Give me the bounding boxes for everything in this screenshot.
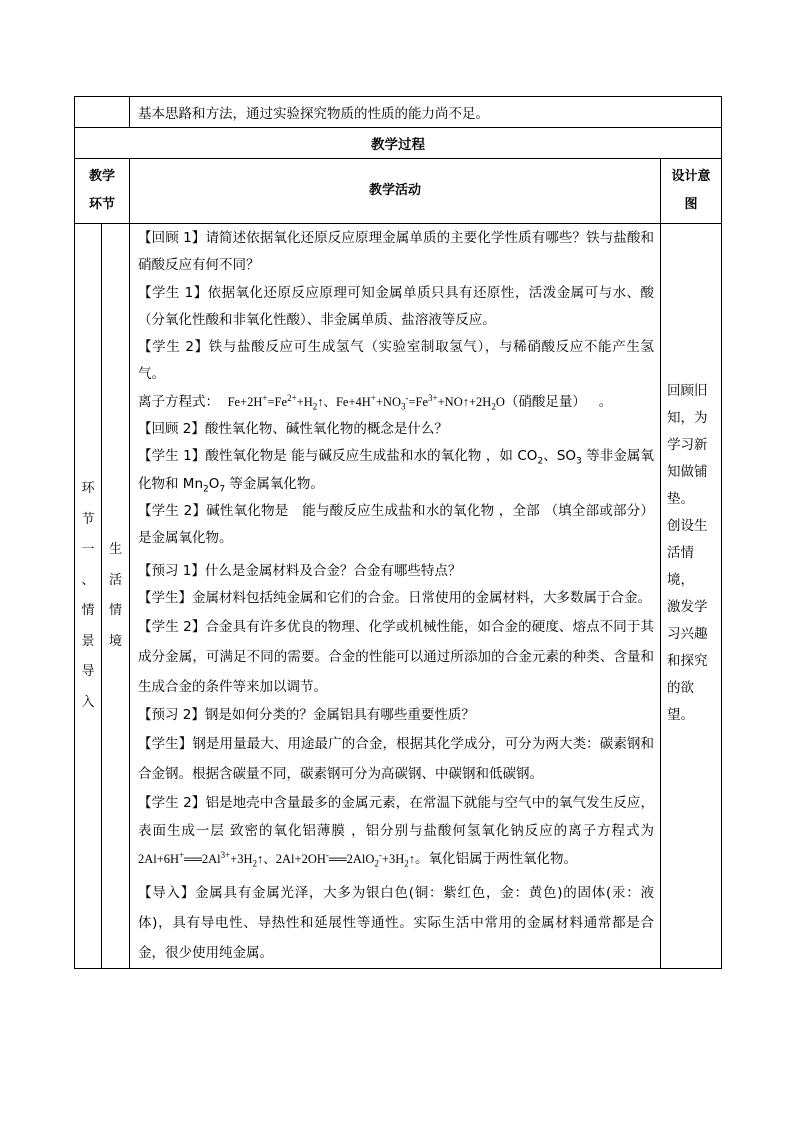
student-b-answer (138, 729, 654, 789)
stage-label (75, 224, 102, 969)
student-text: 金属材料包括纯金属和它们的合金。日常使用的金属材料，大多数属于合金。 (192, 589, 651, 606)
ionic-equation: $Fe+2H^+=Fe^{2+}+H_2↑$、$Fe+4H^++NO_3^-=Fe^{3+}+NO↑+2H_2O$ (227, 392, 505, 412)
student-1b-text: 等金属氧化物。 (225, 475, 324, 492)
design-intent-cell (661, 224, 722, 969)
student-2c-answer (138, 612, 654, 702)
stage-char: 情 (81, 603, 95, 619)
sub-stage-char: 境 (108, 633, 122, 649)
header-stage-line1: 教学 (88, 169, 115, 184)
column-header-row (75, 159, 722, 224)
student-2-tag: 【学生 2】 (138, 339, 209, 356)
intro-tag: 【导入】 (138, 885, 195, 902)
student-2-answer (138, 334, 654, 389)
section-heading-row (75, 128, 722, 159)
student-2b-answer (138, 498, 654, 553)
header-intent-line2: 图 (684, 197, 698, 212)
preview-2-tag: 【预习 2】 (138, 707, 205, 724)
ionic-label: 离子方程式： (138, 393, 219, 410)
ionic-note: （硝酸足量） (504, 393, 586, 410)
student-1b-tag: 【学生 1】 (138, 448, 206, 465)
intent-line: 学习新 (667, 437, 708, 453)
student-1b-text: 、SO (543, 448, 577, 465)
header-stage (75, 159, 130, 224)
header-stage-line2: 环节 (88, 197, 115, 212)
student-answer (138, 585, 654, 612)
student-1b-text: 等非金属氧化物和 Mn (138, 448, 654, 492)
student-2d-tag: 【学生 2】 (138, 795, 206, 812)
intro-paragraph (138, 878, 654, 968)
student-1b-text: 酸性氧化物是 能与碱反应生成盐和水的氧化物 ，如 CO (205, 448, 538, 465)
header-activity: 教学活动 (130, 159, 661, 224)
preview-1-question: 什么是金属材料及合金？合金有哪些特点？ (204, 562, 462, 579)
review-2-question: 酸性氧化物、碱性氧化物的概念是什么？ (204, 421, 448, 438)
student-2d-tail: 。氧化铝属于两性氧化物。 (414, 851, 577, 868)
intro-row (75, 97, 722, 128)
intro-row-text: 基本思路和方法，通过实验探究物质的性质的能力尚不足。 (130, 97, 722, 128)
preview-1-paragraph (138, 558, 654, 585)
student-1-tag: 【学生 1】 (138, 284, 208, 301)
sub-stage-char: 情 (108, 603, 122, 619)
intent-line: 习兴趣 (667, 626, 708, 642)
student-2-text: 铁与盐酸反应可生成氢气（实验室制取氢气），与稀硝酸反应不能产生氢气。 (138, 339, 654, 383)
student-2b-text: 碱性氧化物是 能与酸反应生成盐和水的氧化物 ，全部 （填全部或部分）是金属氧化物。 (138, 502, 654, 547)
student-b-text: 钢是用量最大、用途最广的合金，根据其化学成分，可分为两大类：碳素钢和合金钢。根据含碳量不同，碳素钢可分为高碳钢、中碳钢和低碳钢。 (138, 736, 655, 783)
activity-cell (130, 224, 661, 969)
ionic-equation-line: 离子方程式： $Fe+2H^+=Fe^{2+}+H_2↑$、$Fe+4H^++NO_3^-=Fe^{3+}+NO↑+2H_2O$（硝酸足量） 。 (138, 392, 613, 412)
intent-line: 激发学 (667, 599, 708, 615)
student-1-text: 依据氧化还原反应原理可知金属单质只具有还原性，活泼金属可与水、酸（分氧化性酸和非氧化性酸）、非金属单质、盐溶液等反应。 (138, 284, 654, 328)
review-1-paragraph (138, 225, 654, 280)
sub-stage-char: 活 (108, 572, 122, 588)
header-intent-line1: 设计意 (671, 169, 711, 184)
design-intent-text (667, 378, 719, 729)
review-2-tag: 【回顾 2】 (138, 421, 205, 438)
intent-line: 知，为 (667, 410, 708, 426)
intro-text: 金属具有金属光泽，大多为银白色(铜：紫红色，金：黄色)的固体(汞：液体)，具有导电性、导热性和延展性等通性。实际生活中常用的金属材料通常都是合金，很少使用纯金属。 (138, 885, 654, 962)
student-1-answer (138, 280, 654, 335)
stage-char: 入 (81, 694, 95, 710)
review-1-question: 请简述依据氧化还原反应原理金属单质的主要化学性质有哪些？铁与盐酸和硝酸反应有何不同？ (138, 230, 654, 274)
student-2b-tag: 【学生 2】 (138, 502, 207, 519)
preview-2-question: 钢是如何分类的？金属铝具有哪些重要性质？ (204, 707, 475, 724)
intent-line: 知做铺 (667, 464, 708, 480)
header-intent (661, 159, 722, 224)
student-2d-answer (138, 789, 654, 873)
student-2d-text: 铝是地壳中含量最多的金属元素，在常温下就能与空气中的氧气发生反应，表面生成一层 致密的氧化铝薄膜 ，铝分别与盐酸何氢氧化钠反应的离子方程式为 (138, 795, 654, 840)
intro-empty-cell (75, 97, 130, 128)
sub-stage-label (102, 224, 130, 969)
stage-char: 景 (81, 633, 95, 649)
student-1b-answer: 【学生 1】酸性氧化物是 能与碱反应生成盐和水的氧化物 ，如 $CO_2$、$SO_3$ 等非金属氧化物和 $Mn_2O_7$ 等金属氧化物。 (138, 448, 654, 495)
preview-2-paragraph (138, 702, 654, 729)
student-2c-text: 合金具有许多优良的物理、化学或机械性能，如合金的硬度、熔点不同于其成分金属，可满足不同的需要。合金的性能可以通过所添加的合金元素的种类、含量和生成合金的条件等来加以调节。 (138, 619, 654, 696)
stage-char: 节 (81, 511, 95, 527)
intent-line: 活情境， (667, 545, 694, 588)
sub-stage-char: 生 (108, 542, 122, 558)
student-b-tag: 【学生】 (138, 736, 193, 753)
student-1b-text: O (208, 475, 220, 492)
stage-char: 、 (81, 572, 95, 588)
lesson-plan-table (74, 96, 722, 969)
student-tag: 【学生】 (138, 589, 192, 606)
review-2-paragraph (138, 416, 654, 443)
intent-line: 创设生 (667, 518, 708, 534)
intent-line: 和探究 (667, 653, 708, 669)
intent-line: 回顾旧 (667, 383, 708, 399)
stage-char: 一 (81, 542, 95, 558)
section-heading: 教学过程 (75, 128, 722, 159)
aluminum-equations: $2Al+6H^+══2Al^{3+}+3H_2↑$、$2Al+2OH^-══2AlO_2^-+3H_2↑$ (138, 850, 415, 869)
stage-one-row (75, 224, 722, 969)
stage-char: 导 (81, 664, 95, 680)
preview-1-tag: 【预习 1】 (138, 562, 205, 579)
intent-line: 垫。 (667, 491, 694, 507)
review-1-tag: 【回顾 1】 (138, 230, 206, 246)
student-2c-tag: 【学生 2】 (138, 619, 206, 636)
intent-line: 的欲望。 (667, 680, 694, 723)
stage-char: 环 (81, 481, 95, 497)
